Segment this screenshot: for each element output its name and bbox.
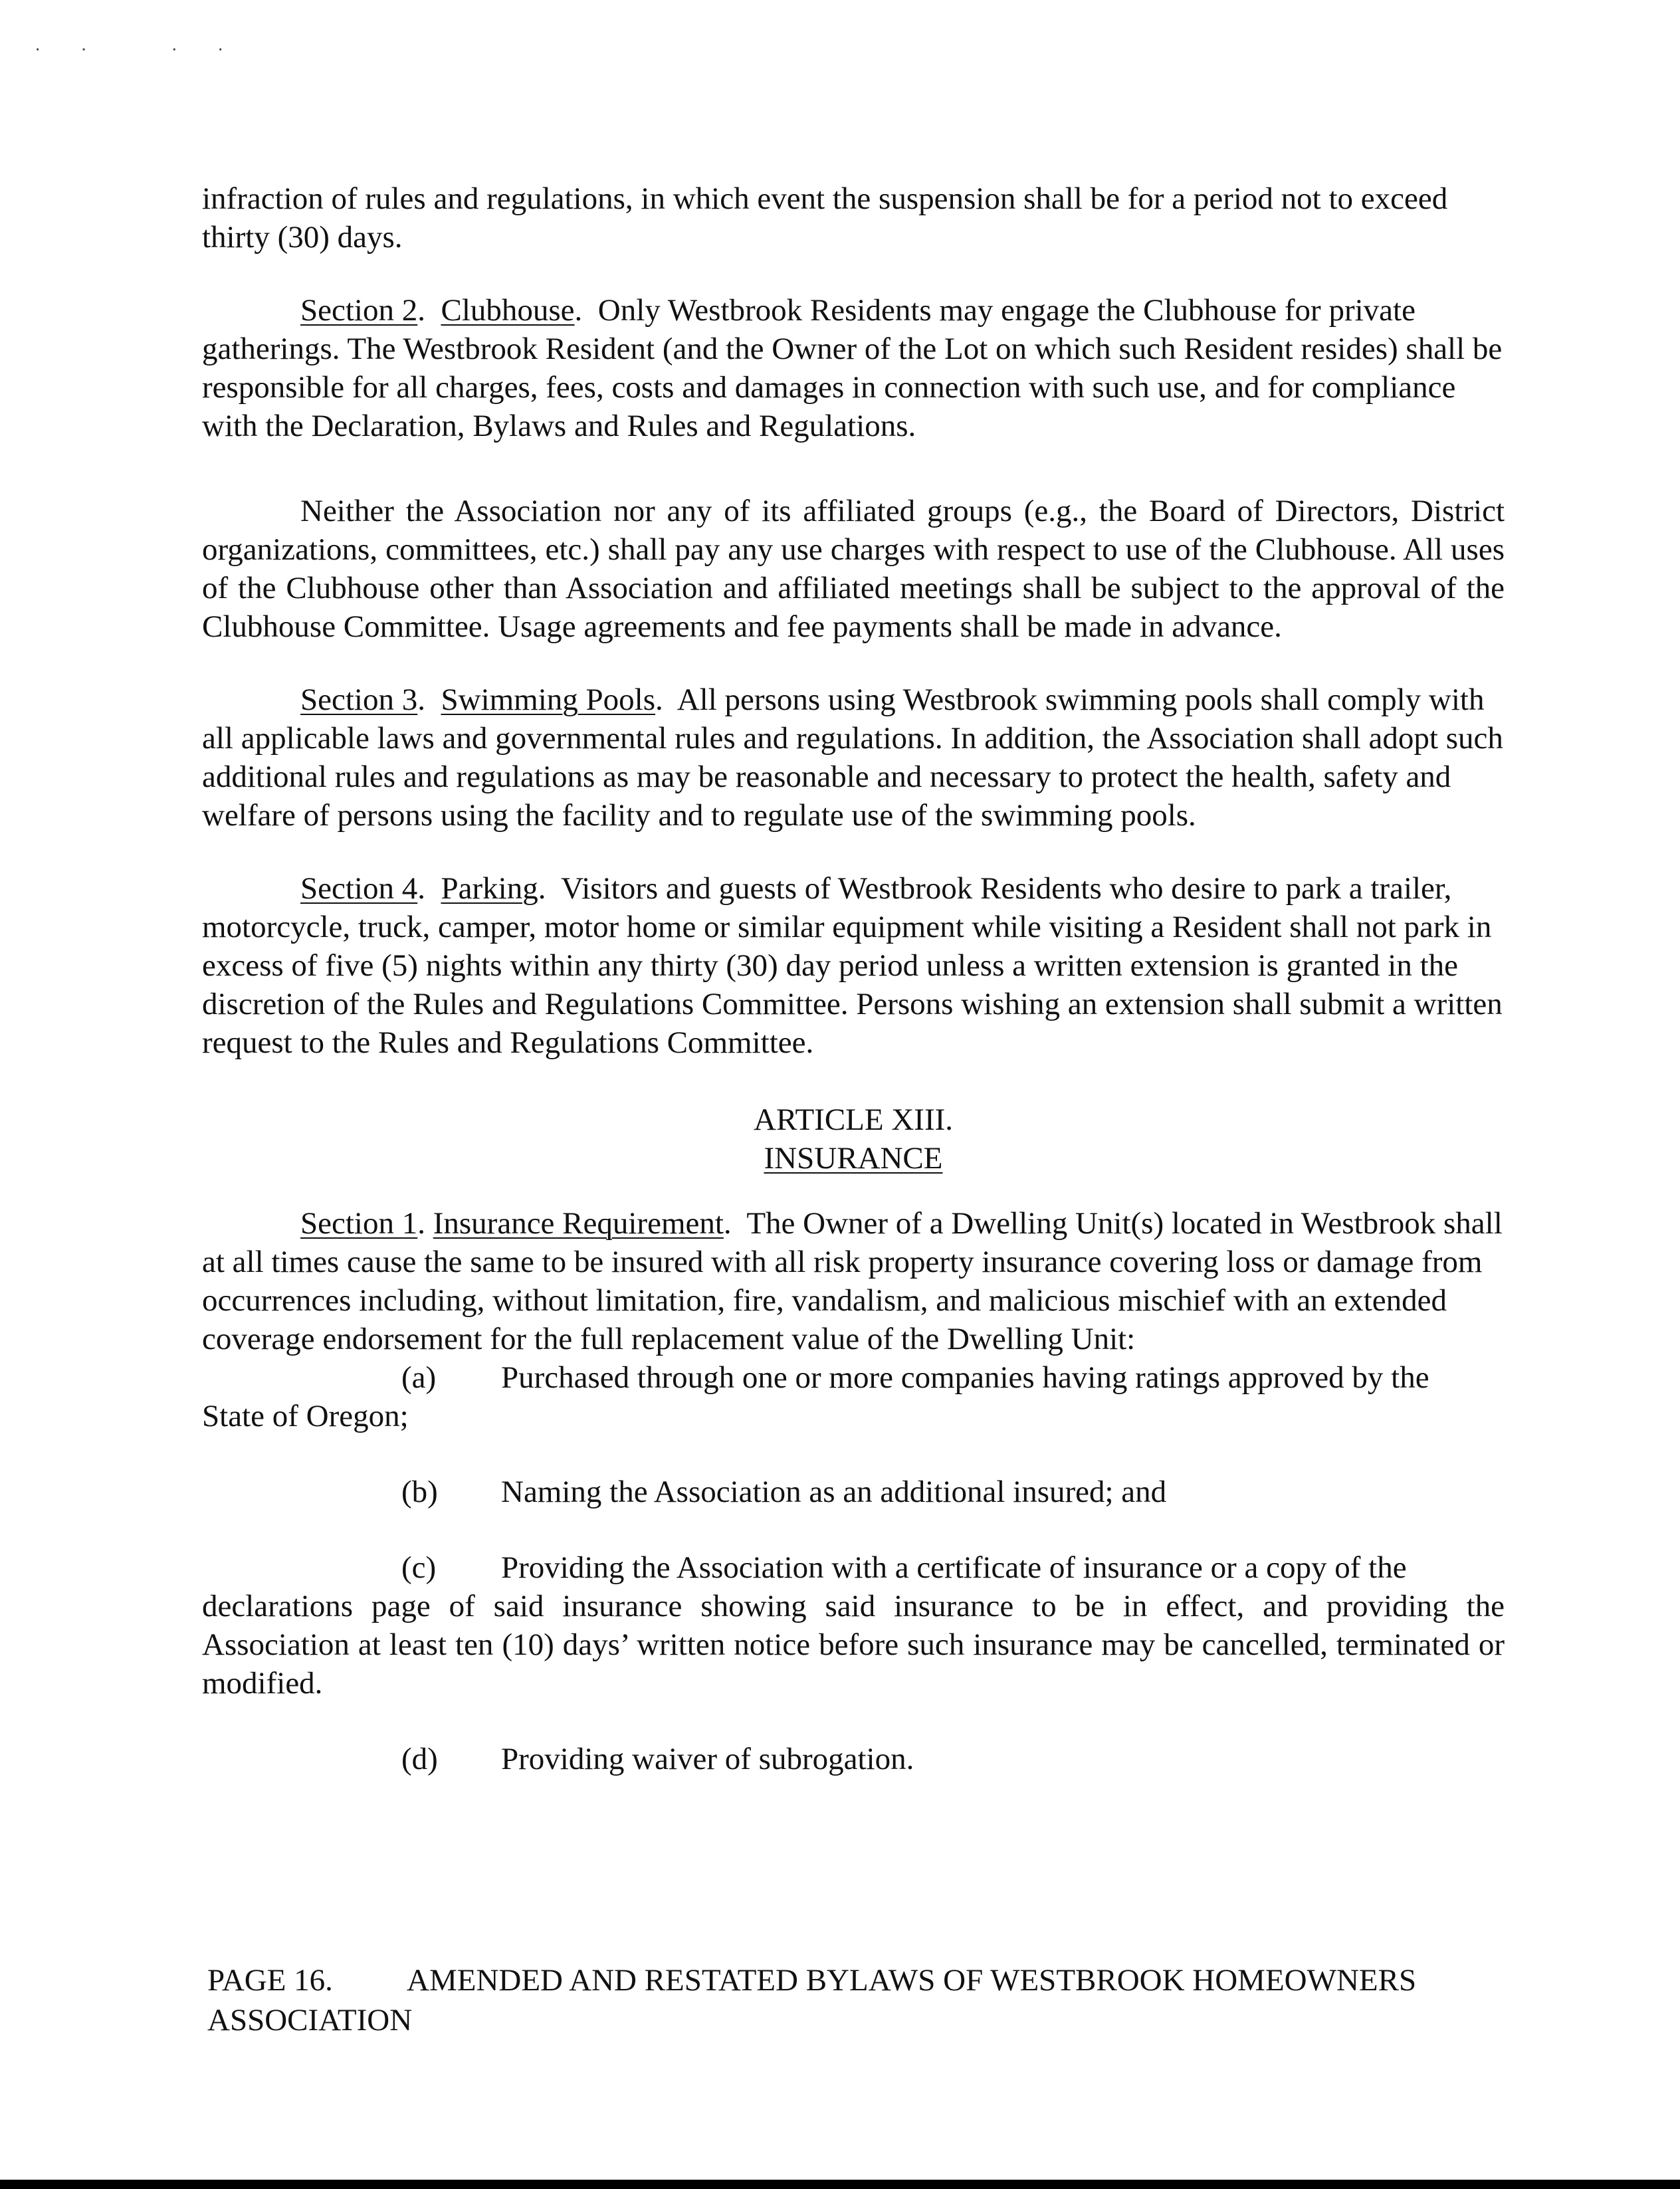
section-4-text: Visitors and guests of Westbrook Residents who desire to park a trailer, motorcycle, truck, camper, motor home or similar equipment while visiting a Resident shall not park in excess of five (5) nights within any thirty (30) day period unless a written extension is granted in the discretion of the Rules and Regulations Committee. Persons wishing an extension shall submit a written request to the Rules and Regulations Committee. [202, 871, 1503, 1060]
article-number: ARTICLE XIII. [754, 1102, 953, 1137]
page-footer [207, 1960, 1510, 2040]
insurance-section-1-label: Section 1 [300, 1206, 418, 1241]
scan-specks: ·· ·· [35, 40, 264, 60]
insurance-section-1-paragraph: Section 1. Insurance Requirement. The Owner of a Dwelling Unit(s) located in Westbrook shall at all times cause the same to be insured with all risk property insurance covering loss or damage from occurrences including, without limitation, fire, vandalism, and malicious mischief with an extended coverage endorsement for the full replacement value of the Dwelling Unit: [202, 1206, 1503, 1356]
list-item-b-label: (b) [401, 1475, 438, 1509]
section-3-paragraph: Section 3. Swimming Pools. All persons using Westbrook swimming pools shall comply with all applicable laws and governmental rules and regulations. In addition, the Association shall adopt such additional rules and regulations as may be reasonable and necessary to protect the health, safety and welfare of persons using the facility and to regulate use of the swimming pools. [202, 682, 1503, 833]
bottom-scan-edge [0, 2180, 1680, 2189]
list-item-c [202, 1548, 1505, 1703]
article-title: INSURANCE [764, 1141, 943, 1176]
list-item-c-label: (c) [401, 1550, 437, 1585]
insurance-section-1-title: Insurance Requirement [433, 1206, 724, 1241]
list-item-d-label: (d) [401, 1742, 438, 1776]
list-item-d-first-line: Providing waiver of subrogation. [501, 1742, 914, 1776]
continuation-paragraph: infraction of rules and regulations, in which event the suspension shall be for a period not to exceed thirty (30) days. [202, 181, 1448, 255]
section-2-paragraph-2: Neither the Association nor any of its affiliated groups (e.g., the Board of Directors, District organizations, committees, etc.) shall pay any use charges with respect to use of the Clubhouse. All uses of the Clubhouse other than Association and affiliated meetings shall be subject to the approval of the Clubhouse Committee. Usage agreements and fee payments shall be made in advance. [202, 494, 1505, 644]
list-item-b-first-line: Naming the Association as an additional insured; and [501, 1475, 1167, 1509]
list-item-d [202, 1740, 1505, 1778]
section-3-label: Section 3 [300, 682, 418, 717]
insurance-section-1-text: The Owner of a Dwelling Unit(s) located in Westbrook shall at all times cause the same to be insured with all risk property insurance covering loss or damage from occurrences including, without limitation, fire, vandalism, and malicious mischief with an extended coverage endorsement for the full replacement value of the Dwelling Unit: [202, 1206, 1503, 1356]
list-item-c-first-line: Providing the Association with a certificate of insurance or a copy of the [501, 1550, 1407, 1585]
list-item-a-first-line: Purchased through one or more companies having ratings approved by the [501, 1360, 1429, 1395]
list-item-a-rest: State of Oregon; [202, 1399, 409, 1433]
section-4-label: Section 4 [300, 871, 418, 906]
footer-title: AMENDED AND RESTATED BYLAWS OF WESTBROOK HOMEOWNERS ASSOCIATION [207, 1963, 1417, 2037]
section-3-text: All persons using Westbrook swimming pools shall comply with all applicable laws and governmental rules and regulations. In addition, the Association shall adopt such additional rules and regulations as may be reasonable and necessary to protect the health, safety and welfare of persons using the facility and to regulate use of the swimming pools. [202, 682, 1503, 833]
article-heading [202, 1100, 1505, 1178]
section-2-label: Section 2 [300, 293, 418, 328]
section-2-text: Only Westbrook Residents may engage the Clubhouse for private gatherings. The Westbrook Resident (and the Owner of the Lot on which such Resident resides) shall be responsible for all charges, fees, costs and damages in connection with such use, and for compliance with the Declaration, Bylaws and Rules and Regulations. [202, 293, 1503, 443]
list-item-a-label: (a) [401, 1360, 437, 1395]
section-2-title: Clubhouse [441, 293, 575, 328]
footer-page-number: PAGE 16. [207, 1963, 333, 1998]
list-item-b [202, 1473, 1505, 1511]
list-item-c-rest: declarations page of said insurance showing said insurance to be in effect, and providing the Association at least ten (10) days’ written notice before such insurance may be cancelled, terminated or modified. [202, 1589, 1505, 1701]
section-4-title: Parking [441, 871, 538, 906]
section-3-title: Swimming Pools [441, 682, 656, 717]
document-body [202, 179, 1505, 1778]
section-4-paragraph: Section 4. Parking. Visitors and guests of Westbrook Residents who desire to park a trailer, motorcycle, truck, camper, motor home or similar equipment while visiting a Resident shall not park in excess of five (5) nights within any thirty (30) day period unless a written extension is granted in the discretion of the Rules and Regulations Committee. Persons wishing an extension shall submit a written request to the Rules and Regulations Committee. [202, 871, 1503, 1060]
list-item-a [202, 1358, 1505, 1435]
section-2-paragraph: Section 2. Clubhouse. Only Westbrook Residents may engage the Clubhouse for private gatherings. The Westbrook Resident (and the Owner of the Lot on which such Resident resides) shall be responsible for all charges, fees, costs and damages in connection with such use, and for compliance with the Declaration, Bylaws and Rules and Regulations. [202, 293, 1503, 443]
